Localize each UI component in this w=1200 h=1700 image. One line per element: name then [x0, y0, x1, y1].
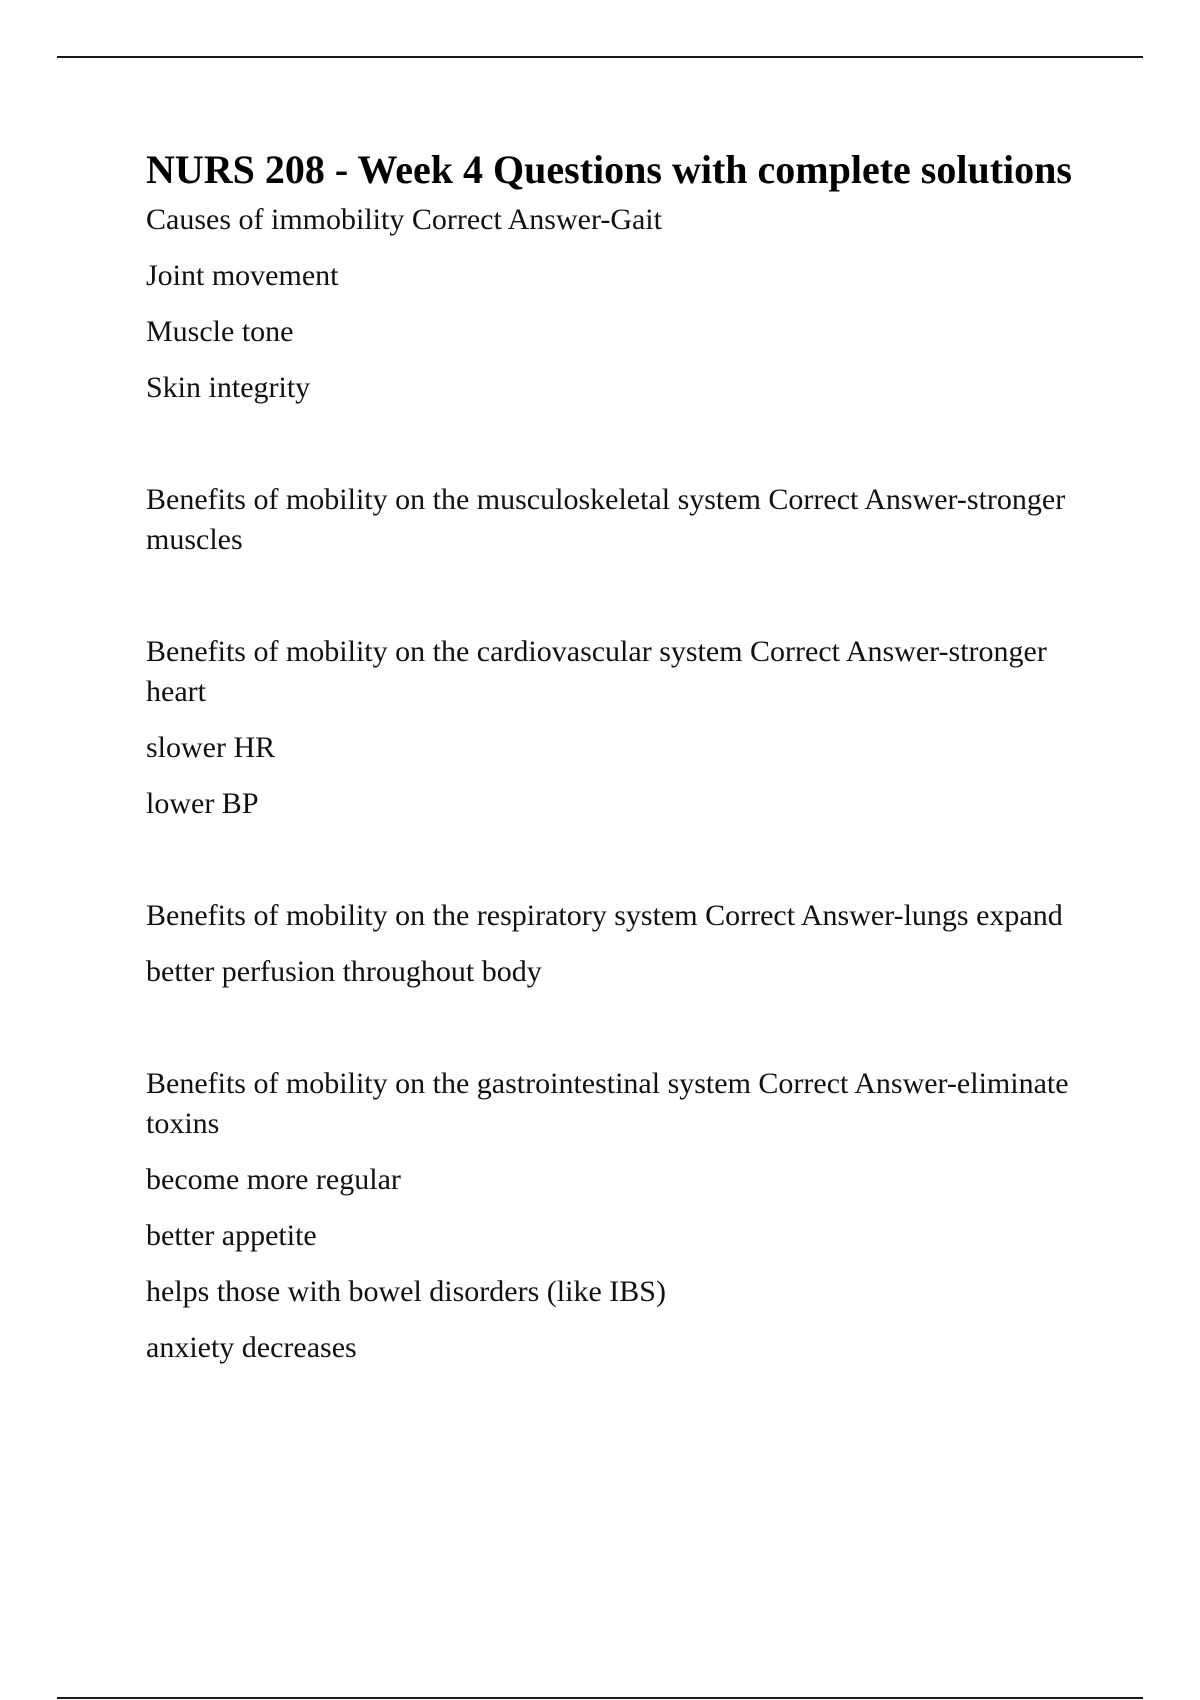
question-line: Benefits of mobility on the musculoskeletal system Correct Answer-stronger muscles — [146, 483, 1066, 556]
question-line: Benefits of mobility on the respiratory system Correct Answer-lungs expand — [146, 899, 1063, 932]
document-body — [146, 142, 1086, 1384]
qa-block-musculoskeletal — [146, 480, 1086, 560]
answer-line: anxiety decreases — [146, 1331, 357, 1364]
answer-line: better appetite — [146, 1219, 317, 1252]
top-rule — [57, 56, 1143, 58]
answer-line: become more regular — [146, 1163, 401, 1196]
answer-line: slower HR — [146, 731, 276, 764]
bottom-rule — [57, 1697, 1143, 1699]
qa-block-immobility — [146, 200, 1086, 408]
answer-line: Joint movement — [146, 259, 339, 292]
answer-line: Muscle tone — [146, 315, 294, 348]
answer-line: better perfusion throughout body — [146, 955, 542, 988]
qa-block-gastrointestinal — [146, 1064, 1086, 1368]
page-title: NURS 208 - Week 4 Questions with complete solutions — [146, 147, 1072, 192]
answer-line: lower BP — [146, 787, 259, 820]
qa-block-respiratory — [146, 896, 1086, 992]
question-line: Benefits of mobility on the cardiovascular system Correct Answer-stronger heart — [146, 635, 1047, 708]
question-line: Benefits of mobility on the gastrointestinal system Correct Answer-eliminate toxins — [146, 1067, 1069, 1140]
qa-block-cardiovascular — [146, 632, 1086, 824]
question-line: Causes of immobility Correct Answer-Gait — [146, 203, 662, 236]
answer-line: helps those with bowel disorders (like IBS) — [146, 1275, 666, 1308]
answer-line: Skin integrity — [146, 371, 311, 404]
